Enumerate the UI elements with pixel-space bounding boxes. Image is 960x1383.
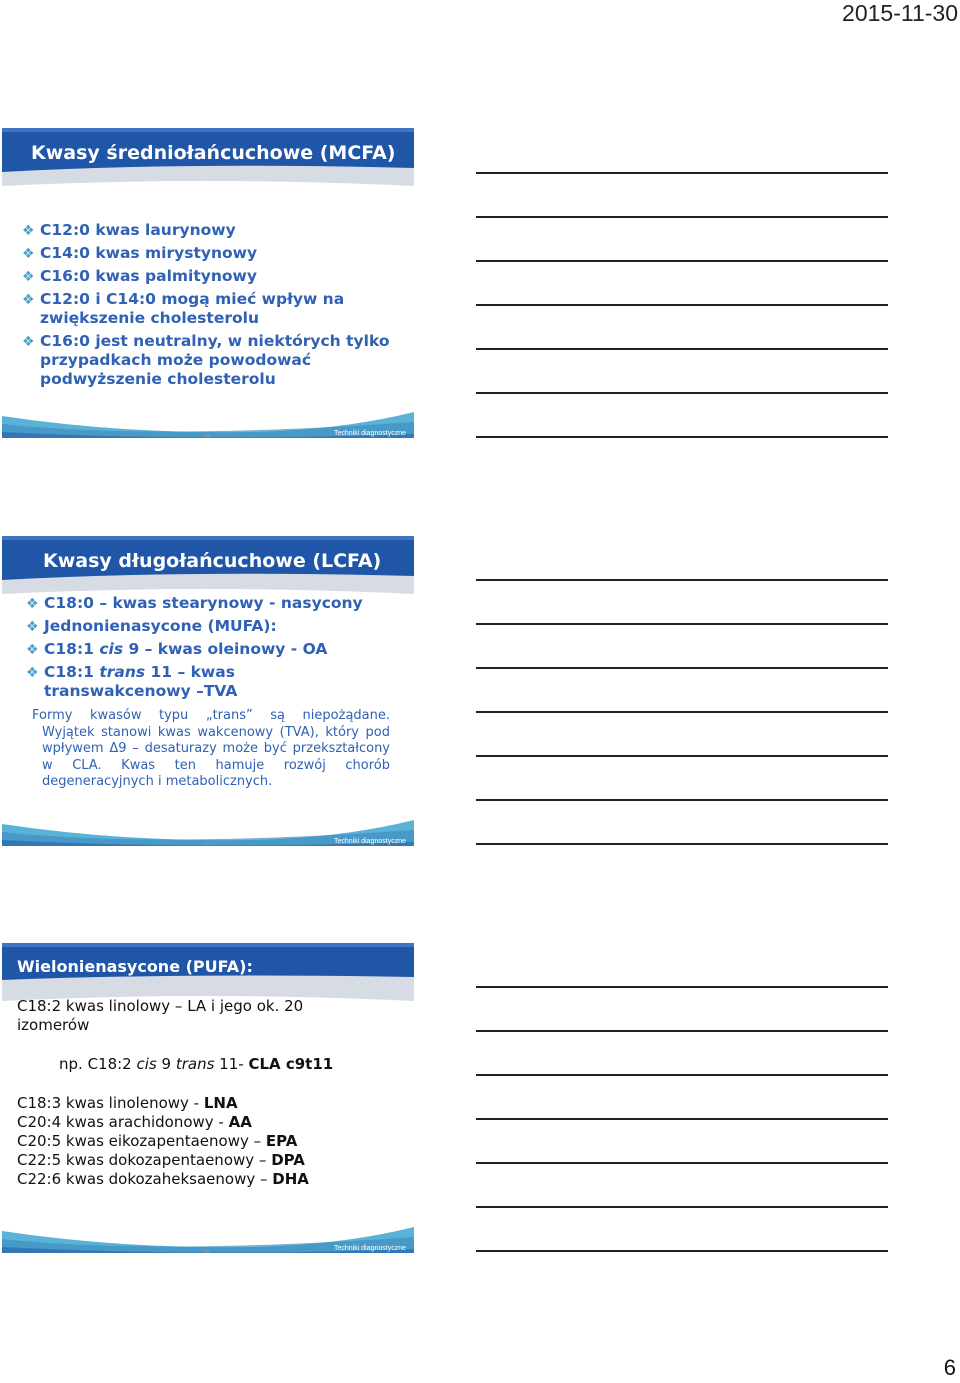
note-intro: Formy kwasów typu „trans” są niepożądane. <box>32 708 390 723</box>
page-number: 6 <box>943 1355 956 1380</box>
list-item: ❖ Jednonienasycone (MUFA): <box>26 617 277 635</box>
list-item: ❖ C16:0 kwas palmitynowy <box>22 267 257 285</box>
note-line <box>476 216 888 218</box>
note-line <box>476 304 888 306</box>
slide-number: 16 <box>202 434 210 438</box>
note-line <box>476 623 888 625</box>
bullet-list <box>22 221 392 393</box>
diamond-bullet-icon: ❖ <box>22 246 35 262</box>
slide-number: 18 <box>202 1249 210 1253</box>
note-line <box>476 1074 888 1076</box>
list-item: C20:4 kwas arachidonowy - AA <box>17 1113 252 1131</box>
list-item: ❖ C18:1 cis 9 – kwas oleinowy - OA <box>26 640 328 658</box>
footer-label: Techniki diagnostyczne <box>334 1245 406 1252</box>
note-line <box>476 260 888 262</box>
trans-fats-note <box>32 708 390 791</box>
slide-footer <box>2 1227 414 1253</box>
slide-18 <box>2 943 414 1253</box>
list-item: C18:3 kwas linolenowy - LNA <box>17 1094 238 1112</box>
slide-title: Wielonienasycone (PUFA): <box>17 957 253 976</box>
diamond-bullet-icon: ❖ <box>26 665 39 681</box>
diamond-bullet-icon: ❖ <box>22 223 35 239</box>
bullet-list <box>26 594 396 705</box>
slide-footer <box>2 820 414 846</box>
list-item: ❖ C12:0 i C14:0 mogą mieć wpływ na zwiększenie cholesterolu <box>22 290 345 327</box>
footer-label: Techniki diagnostyczne <box>334 838 406 845</box>
footer-label: Techniki diagnostyczne <box>334 430 406 437</box>
slide-header <box>2 943 414 1001</box>
slide-title: Kwasy średniołańcuchowe (MCFA) <box>31 142 396 164</box>
list-item: ❖ C18:0 – kwas stearynowy - nasycony <box>26 594 363 612</box>
note-line <box>476 1030 888 1032</box>
cla-example: np. C18:2 cis 9 trans 11- CLA c9t11 <box>59 1055 334 1073</box>
slide-header <box>2 128 414 186</box>
diamond-bullet-icon: ❖ <box>22 334 35 350</box>
note-line <box>476 1118 888 1120</box>
slide-title: Kwasy długołańcuchowe (LCFA) <box>43 550 382 572</box>
list-item: ❖ C12:0 kwas laurynowy <box>22 221 236 239</box>
slide-footer <box>2 412 414 438</box>
pufa-acid-list <box>17 1094 397 1189</box>
diamond-bullet-icon: ❖ <box>22 269 35 285</box>
note-line <box>476 986 888 988</box>
note-line <box>476 172 888 174</box>
diamond-bullet-icon: ❖ <box>26 619 39 635</box>
la-line: C18:2 kwas linolowy – LA i jego ok. 20 izomerów <box>17 997 304 1034</box>
note-line <box>476 799 888 801</box>
note-line <box>476 348 888 350</box>
note-line <box>476 1206 888 1208</box>
note-line <box>476 667 888 669</box>
list-item: C22:6 kwas dokozaheksaenowy – DHA <box>17 1170 309 1188</box>
list-item: C20:5 kwas eikozapentaenowy – EPA <box>17 1132 298 1150</box>
diamond-bullet-icon: ❖ <box>26 642 39 658</box>
slide-header <box>2 536 414 594</box>
print-date: 2015-11-30 <box>842 0 958 26</box>
list-item: ❖ C14:0 kwas mirystynowy <box>22 244 258 262</box>
note-line <box>476 755 888 757</box>
note-line <box>476 711 888 713</box>
list-item: C22:5 kwas dokozapentaenowy – DPA <box>17 1151 305 1169</box>
note-line <box>476 843 888 845</box>
slide-number: 17 <box>202 842 210 846</box>
note-line <box>476 579 888 581</box>
list-item: ❖ C16:0 jest neutralny, w niektórych tylko przypadkach może powodować podwyższenie cholesterolu <box>22 332 390 388</box>
list-item: ❖ C18:1 trans 11 – kwas transwakcenowy –TVA <box>26 663 238 700</box>
note-line <box>476 1250 888 1252</box>
note-line <box>476 1162 888 1164</box>
slide-16 <box>2 128 414 438</box>
diamond-bullet-icon: ❖ <box>22 292 35 308</box>
note-line <box>476 436 888 438</box>
note-line <box>476 392 888 394</box>
diamond-bullet-icon: ❖ <box>26 596 39 612</box>
note-body: Wyjątek stanowi kwas wakcenowy (TVA), który pod wpływem Δ9 – desaturazy może być przekształcony w CLA. Kwas ten hamuje rozwój chorób degeneracyjnych i metabolicznych. <box>42 724 390 789</box>
slide-17 <box>2 536 414 846</box>
